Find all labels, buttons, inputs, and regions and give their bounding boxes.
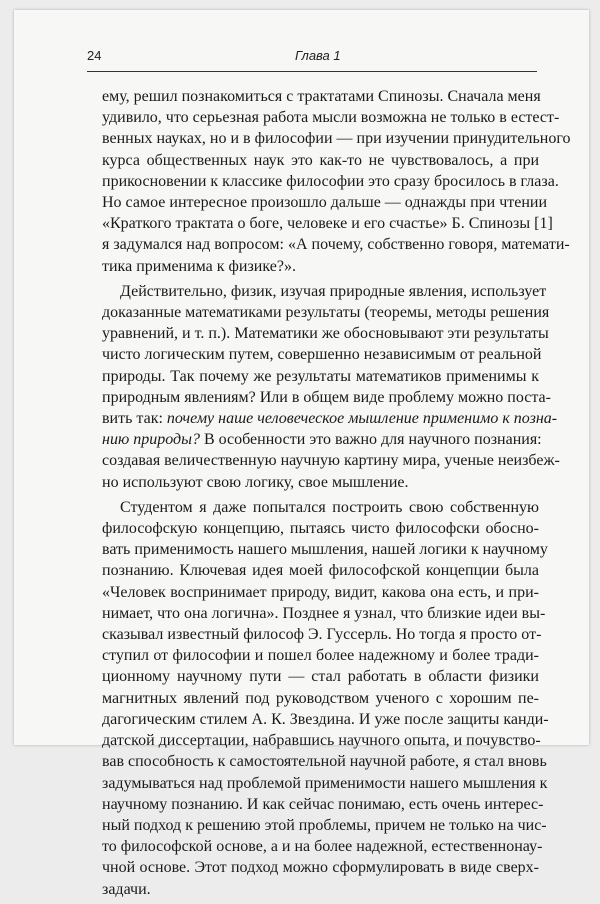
text-line: то философской основе, а и на более надежной, естественнонау- xyxy=(102,838,543,856)
text-line: природным явлениям? Или в общем виде проблему можно поста- xyxy=(102,388,551,406)
text-line: уравнений, и т. п.). Математики же обосновывают эти результаты xyxy=(102,325,549,343)
text-line: познанию. Ключевая идея моей философской концепции была xyxy=(102,562,539,580)
text-line: ступил от философии и пошел более надежному и более тради- xyxy=(102,647,539,665)
paragraph-3 xyxy=(102,497,549,900)
text-fragment: В особенности это важно для научного познания: xyxy=(199,431,542,449)
text-line: магнитных явлений под руководством ученого с хорошим пе- xyxy=(102,689,539,707)
text-line: Студентом я даже попытался построить свою собственную xyxy=(120,498,539,516)
header-rule xyxy=(87,71,537,72)
text-line: венных науках, но и в философии — при изучении принудительного xyxy=(102,130,571,148)
italic-phrase: нию природы? xyxy=(102,431,200,449)
text-line: сказывал известный философ Э. Гуссерль. Но тогда я просто от- xyxy=(102,626,542,644)
text-line: задачи. xyxy=(102,880,151,898)
book-page xyxy=(14,10,589,898)
text-line: чисто логическим путем, совершенно независимым от реальной xyxy=(102,346,542,364)
text-line: «Человек воспринимает природу, видит, какова она есть, и при- xyxy=(102,583,539,601)
paragraph-2 xyxy=(102,281,560,493)
italic-phrase: почему наше человеческое мышление применимо к позна- xyxy=(166,410,558,428)
text-line-mixed xyxy=(102,408,558,429)
text-line: задумываться над проблемой применимости нашего мышления к xyxy=(102,774,548,792)
text-line: ный подход к решению этой проблемы, причем не только на чис- xyxy=(102,816,547,834)
text-fragment: вить так: xyxy=(102,410,167,428)
text-line-mixed xyxy=(102,429,542,450)
text-line: Но самое интересное произошло дальше — однажды при чтении xyxy=(102,194,548,212)
text-line: ему, решил познакомиться с трактатами Спинозы. Сначала меня xyxy=(102,88,541,105)
page-number: 24 xyxy=(87,48,102,63)
text-line: философскую концепцию, пытаясь чисто философски обосно- xyxy=(102,520,539,538)
body-text xyxy=(102,86,571,904)
text-line: курса общественных наук это как-то не чувствовалось, а при xyxy=(102,151,539,169)
text-line: дагогическим стилем А. К. Звездина. И уже после защиты канди- xyxy=(102,710,549,728)
text-line: я задумался над вопросом: «А почему, собственно говоря, математи- xyxy=(102,236,570,254)
text-line: но используют свою логику, свое мышление. xyxy=(102,473,409,491)
running-head xyxy=(87,48,537,68)
text-line: прикосновении к классике философии это сразу бросилось в глаза. xyxy=(102,172,559,190)
text-line: датской диссертации, набравшись научного опыта, и почувство- xyxy=(102,732,541,750)
paragraph-1 xyxy=(102,86,571,277)
text-line: чной основе. Этот подход можно сформулировать в виде сверх- xyxy=(102,859,539,877)
text-line: создавая величественную научную картину мира, ученые неизбеж- xyxy=(102,452,560,470)
text-line: природы. Так почему же результаты математиков применимы к xyxy=(102,367,539,385)
text-line: научному познанию. И как сейчас понимаю, есть очень интерес- xyxy=(102,795,544,813)
text-line: ционному научному пути — стал работать в области физики xyxy=(102,668,539,686)
text-line: «Краткого трактата о боге, человеке и его счастье» Б. Спинозы [1] xyxy=(102,215,553,233)
text-line: вав способность к самостоятельной научной работе, я стал вновь xyxy=(102,753,547,771)
text-line: удивило, что серьезная работа мысли возможна не только в естест- xyxy=(102,109,560,127)
text-line: Действительно, физик, изучая природные явления, использует xyxy=(120,282,547,300)
text-line: нимает, что она логична». Позднее я узнал, что близкие идеи вы- xyxy=(102,604,546,622)
text-line: вать применимость нашего мышления, нашей логики к научному xyxy=(102,541,548,559)
chapter-title: Глава 1 xyxy=(295,48,341,63)
text-line: тика применима к физике?». xyxy=(102,257,296,275)
text-line: доказанные математиками результаты (теоремы, методы решения xyxy=(102,304,550,322)
